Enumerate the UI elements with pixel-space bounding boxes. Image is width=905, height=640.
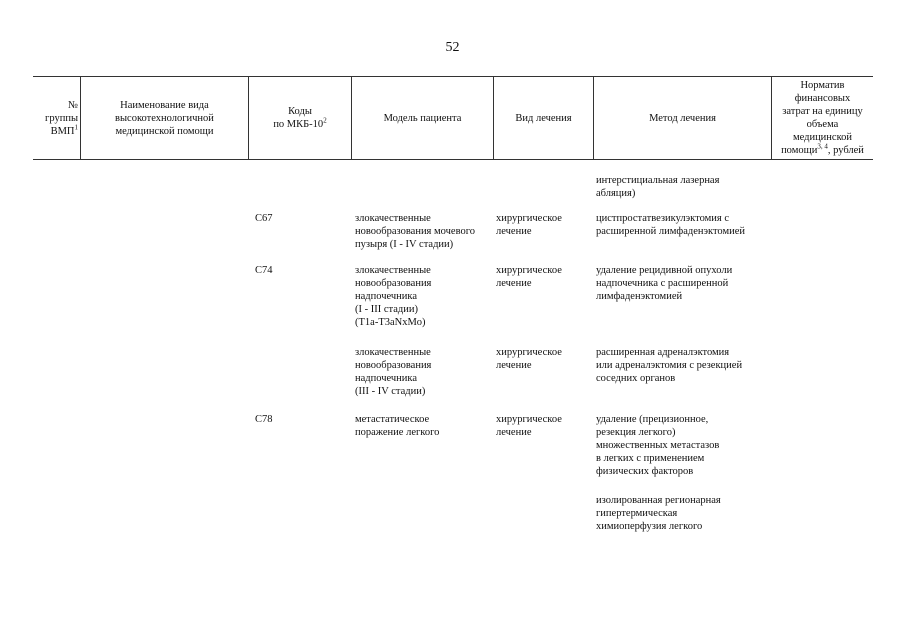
header-icd-codes: Коды по МКБ-$10^2$ xyxy=(273,106,327,130)
icd-code-cell: C67 xyxy=(255,213,273,224)
patient-model-cell: злокачественные новообразования надпочечника (I - III стадии) (T1a-T3aNxMo) xyxy=(355,265,432,328)
treatment-type-cell: хирургическое лечение xyxy=(496,347,562,371)
method-cell: интерстициальная лазерная абляция) xyxy=(596,175,720,199)
patient-model-cell: злокачественные новообразования мочевого пузыря (I - IV стадии) xyxy=(355,213,476,250)
table-header-bottom-rule xyxy=(33,159,873,160)
treatment-type-cell: хирургическое лечение xyxy=(496,414,562,438)
header-treatment-method: Метод лечения xyxy=(649,112,716,124)
patient-model-cell: метастатическое поражение легкого xyxy=(355,414,440,438)
header-group-number: № группы ВМП$^1$ xyxy=(45,99,78,137)
method-cell: изолированная регионарная гипертермическая химиоперфузия легкого xyxy=(596,495,721,532)
header-cost-norm: Норматив финансовых затрат на единицу объема медицинской помощи$^{3, 4}$, рублей xyxy=(781,80,864,156)
page-number: 52 xyxy=(445,40,460,55)
header-care-type-name: Наименование вида высокотехнологичной медицинской помощи xyxy=(115,99,214,137)
treatment-type-cell: хирургическое лечение xyxy=(496,213,562,237)
patient-model-cell: злокачественные новообразования надпочечника (III - IV стадии) xyxy=(355,347,432,397)
icd-code-cell: C74 xyxy=(255,265,273,276)
method-cell: расширенная адреналэктомия или адреналэктомия с резекцией соседних органов xyxy=(596,347,743,384)
header-patient-model: Модель пациента xyxy=(383,112,462,124)
treatment-type-cell: хирургическое лечение xyxy=(496,265,562,289)
method-cell: удаление (прецизионное, резекция легкого) множественных метастазов в легких с применением физических факторов xyxy=(596,414,720,477)
header-treatment-type: Вид лечения xyxy=(515,112,572,124)
method-cell: цистпростатвезикулэктомия с расширенной лимфаденэктомией xyxy=(596,213,746,237)
method-cell: удаление рецидивной опухоли надпочечника с расширенной лимфаденэктомией xyxy=(596,265,733,302)
icd-code-cell: C78 xyxy=(255,414,273,425)
